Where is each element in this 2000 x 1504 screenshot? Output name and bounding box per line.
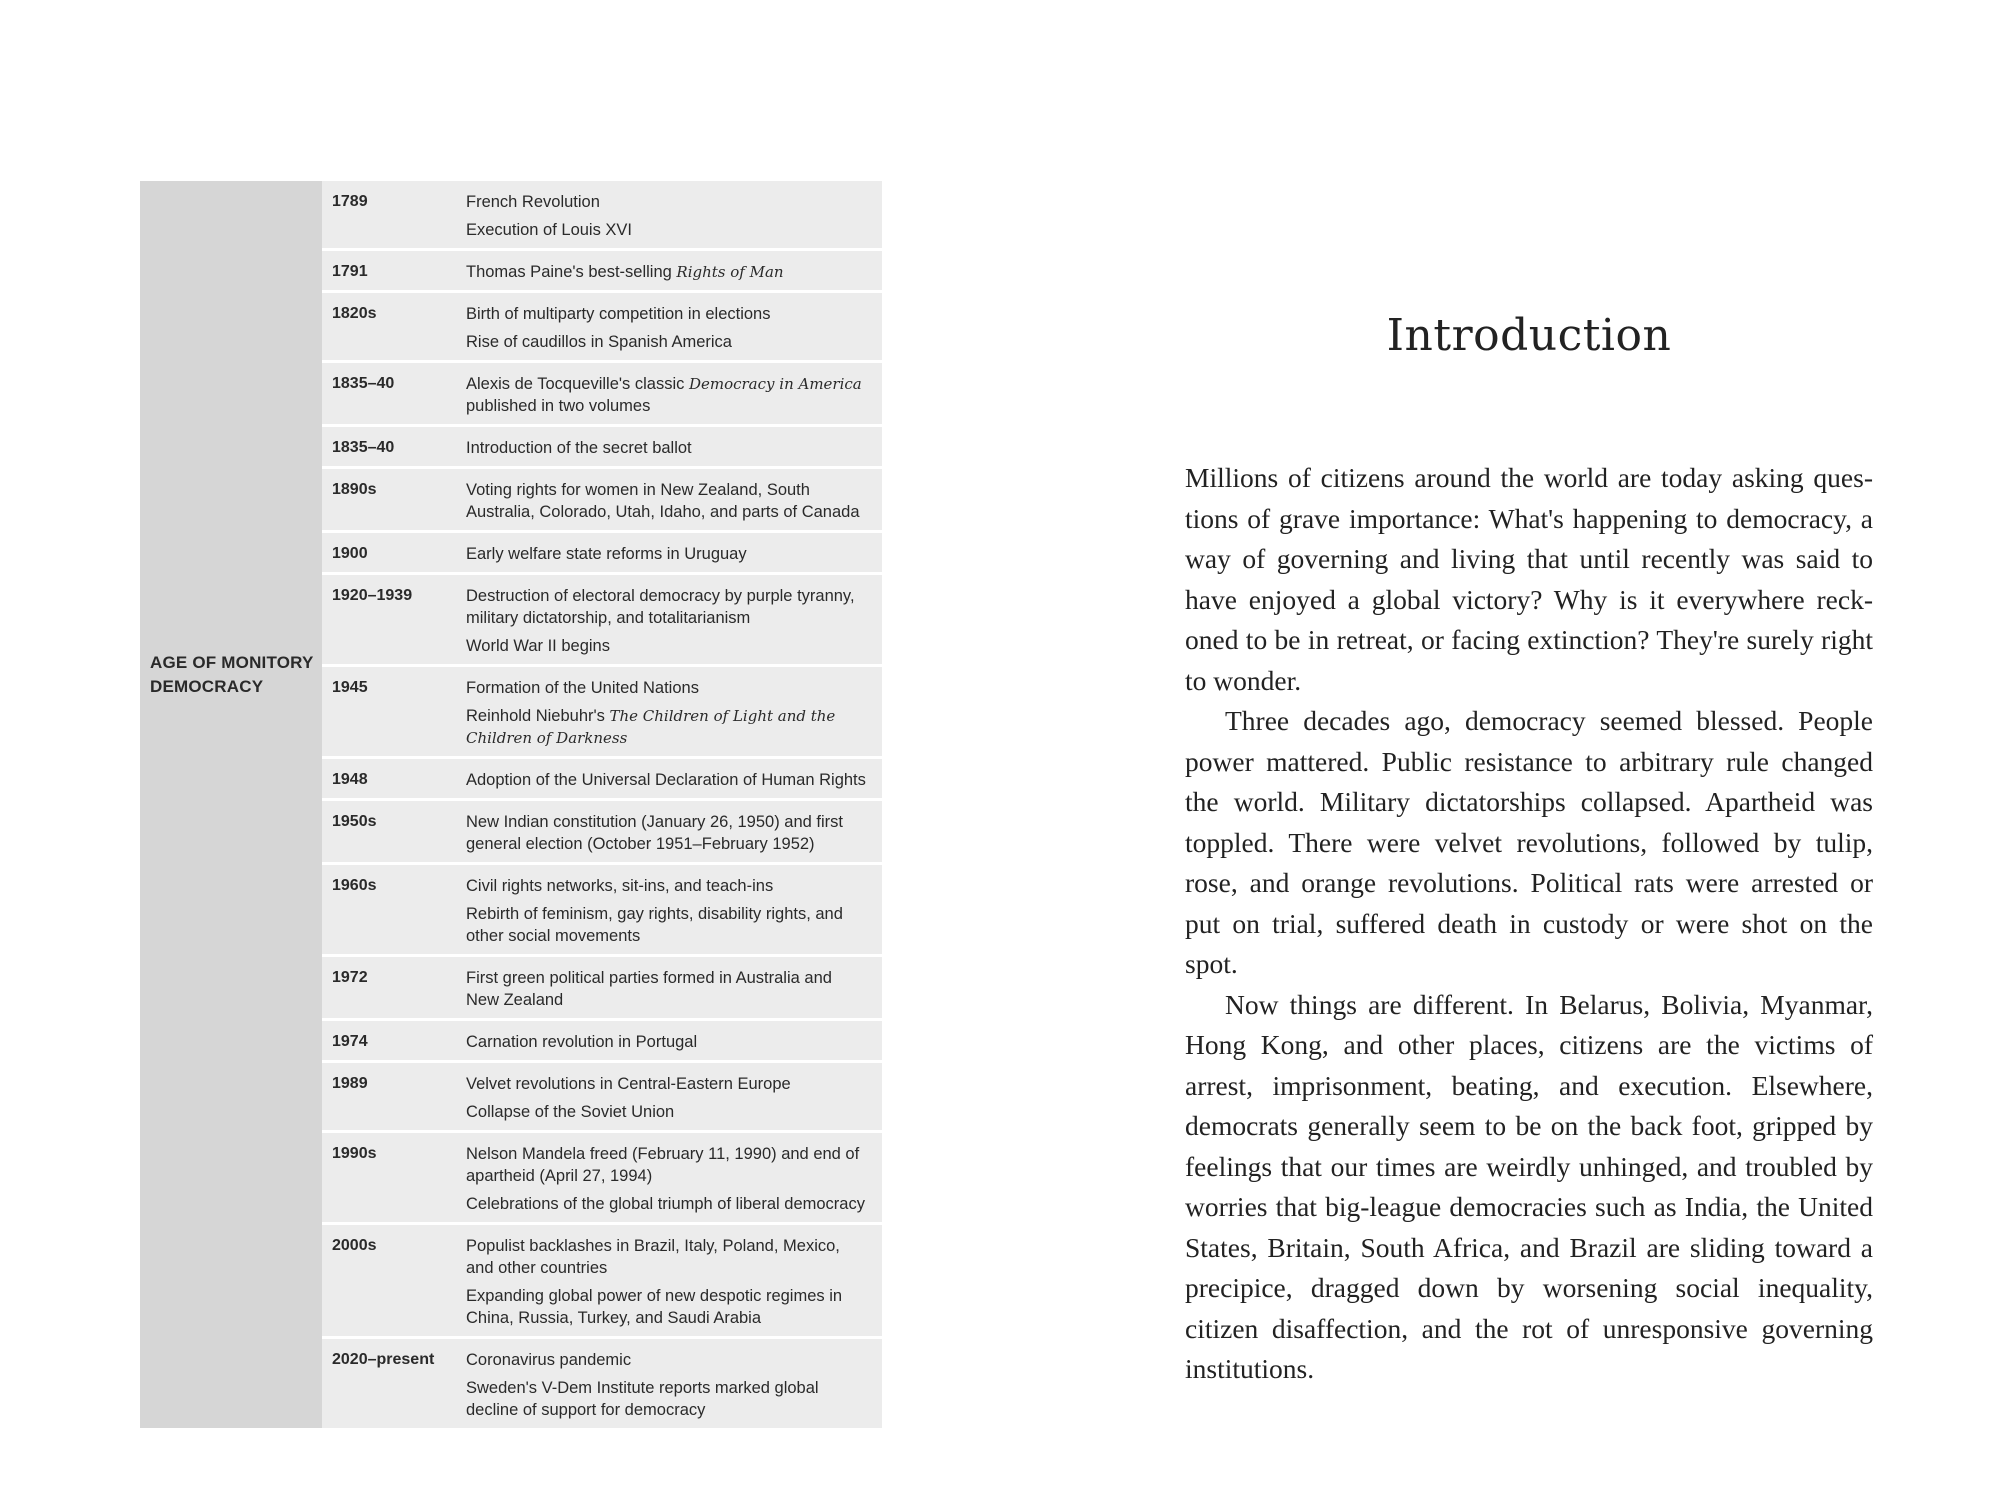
table-row — [322, 1130, 882, 1222]
event-text: published in two volumes — [466, 397, 651, 415]
row-year: 1950s — [332, 813, 377, 830]
table-row — [322, 862, 882, 954]
table-row — [322, 181, 882, 248]
row-year: 2020–present — [332, 1351, 435, 1368]
row-event: Nelson Mandela freed (February 11, 1990) and end of apartheid (April 27, 1994) — [466, 1145, 860, 1185]
table-row — [322, 664, 882, 756]
row-event: Voting rights for women in New Zealand, South Australia, Colorado, Utah, Idaho, and parts of Canada — [466, 481, 860, 521]
timeline-table — [140, 181, 882, 1428]
table-row — [322, 290, 882, 360]
row-event — [466, 373, 868, 417]
row-event — [466, 261, 868, 283]
table-row — [322, 530, 882, 572]
row-year: 1835–40 — [332, 439, 395, 456]
row-event: Populist backlashes in Brazil, Italy, Poland, Mexico, and other countries — [466, 1237, 840, 1277]
timeline-rows — [322, 181, 882, 1428]
row-year: 1972 — [332, 969, 368, 986]
row-year: 1945 — [332, 679, 368, 696]
table-row — [322, 360, 882, 424]
row-year: 1960s — [332, 877, 377, 894]
row-event: Expanding global power of new despotic regimes in China, Russia, Turkey, and Saudi Arabia — [466, 1287, 843, 1327]
row-event: Coronavirus pandemic — [466, 1351, 632, 1369]
row-year: 1948 — [332, 771, 368, 788]
event-text: Thomas Paine's best-selling — [466, 263, 677, 281]
era-column — [140, 181, 322, 1428]
chapter-title: Introduction — [1386, 310, 1672, 361]
row-event: Rebirth of feminism, gay rights, disability rights, and other social movements — [466, 905, 843, 945]
row-event: Civil rights networks, sit-ins, and teach-ins — [466, 877, 774, 895]
row-event: Rise of caudillos in Spanish America — [466, 333, 732, 351]
row-event: Carnation revolution in Portugal — [466, 1033, 698, 1051]
row-event: Sweden's V-Dem Institute reports marked global decline of support for democracy — [466, 1379, 819, 1419]
table-row — [322, 424, 882, 466]
row-event: Destruction of electoral democracy by purple tyranny, military dictatorship, and totalitarianism — [466, 587, 855, 627]
event-title-italic: The Children of Light and the Children of Darkness — [466, 707, 836, 747]
row-event: Adoption of the Universal Declaration of Human Rights — [466, 771, 866, 789]
chapter-body — [1185, 458, 1873, 1390]
paragraph: Now things are different. In Belarus, Bolivia, Myanmar, Hong Kong, and other places, citizens are the victims of arrest, imprisonment, beating, and execution. Elsewhere, democrats generally seem to be on the back foot, gripped by feelings that our times are weirdly unhinged, and troubled by worries that big-league democracies such as India, the United States, Britain, South Africa, and Brazil are sliding toward a precipice, dragged down by worsening social inequality, citizen disaffection, and the rot of unresponsive governing institutions. — [1185, 988, 1873, 1384]
row-event — [466, 705, 868, 749]
table-row — [322, 1060, 882, 1130]
table-row — [322, 1018, 882, 1060]
row-event: World War II begins — [466, 637, 610, 655]
row-year: 1989 — [332, 1075, 368, 1092]
row-year: 1974 — [332, 1033, 368, 1050]
event-title-italic: Rights of Man — [676, 263, 784, 281]
row-year: 1890s — [332, 481, 377, 498]
row-event: Introduction of the secret ballot — [466, 439, 692, 457]
row-year: 1835–40 — [332, 375, 395, 392]
row-year: 2000s — [332, 1237, 377, 1254]
table-row — [322, 248, 882, 290]
row-event: Early welfare state reforms in Uruguay — [466, 545, 747, 563]
table-row — [322, 954, 882, 1018]
row-event: Formation of the United Nations — [466, 679, 699, 697]
row-event: Collapse of the Soviet Union — [466, 1103, 675, 1121]
row-year: 1789 — [332, 193, 368, 210]
era-label-line2: DEMOCRACY — [150, 677, 264, 696]
paragraph: Millions of citizens around the world are today asking ques- tions of grave importance: What's happening to democracy, a way of governing and living that until recently was said to have enjoyed a global victory? Why is it everywhere reck- oned to be in retreat, or facing extinction? They're surely right to wonder. — [1185, 462, 1873, 696]
event-text: Alexis de Tocqueville's classic — [466, 375, 689, 393]
row-year: 1791 — [332, 263, 368, 280]
table-row — [322, 798, 882, 862]
table-row — [322, 466, 882, 530]
event-text: Reinhold Niebuhr's — [466, 707, 610, 725]
row-year: 1990s — [332, 1145, 377, 1162]
row-event: French Revolution — [466, 193, 600, 211]
table-row — [322, 1222, 882, 1336]
row-year: 1920–1939 — [332, 587, 413, 604]
era-label-line1: AGE OF MONITORY — [150, 653, 314, 672]
table-row — [322, 572, 882, 664]
row-event: New Indian constitution (January 26, 1950) and first general election (October 1951–February 1952) — [466, 813, 843, 853]
paragraph: Three decades ago, democracy seemed blessed. People power mattered. Public resistance to arbitrary rule changed the world. Military dictatorships collapsed. Apartheid was toppled. There were velvet revolutions, followed by tulip, rose, and orange revolutions. Political rats were arrested or put on trial, suffered death in custody or were shot on the spot. — [1185, 705, 1873, 979]
row-year: 1900 — [332, 545, 368, 562]
row-year: 1820s — [332, 305, 377, 322]
table-row — [322, 756, 882, 798]
row-event: Velvet revolutions in Central-Eastern Europe — [466, 1075, 791, 1093]
table-row — [322, 1336, 882, 1428]
row-event: Execution of Louis XVI — [466, 221, 633, 239]
row-event: Birth of multiparty competition in elections — [466, 305, 771, 323]
event-title-italic: Democracy in America — [688, 375, 862, 393]
row-event: Celebrations of the global triumph of liberal democracy — [466, 1195, 865, 1213]
era-label-monitory-democracy — [150, 651, 320, 699]
row-event: First green political parties formed in Australia and New Zealand — [466, 969, 832, 1009]
